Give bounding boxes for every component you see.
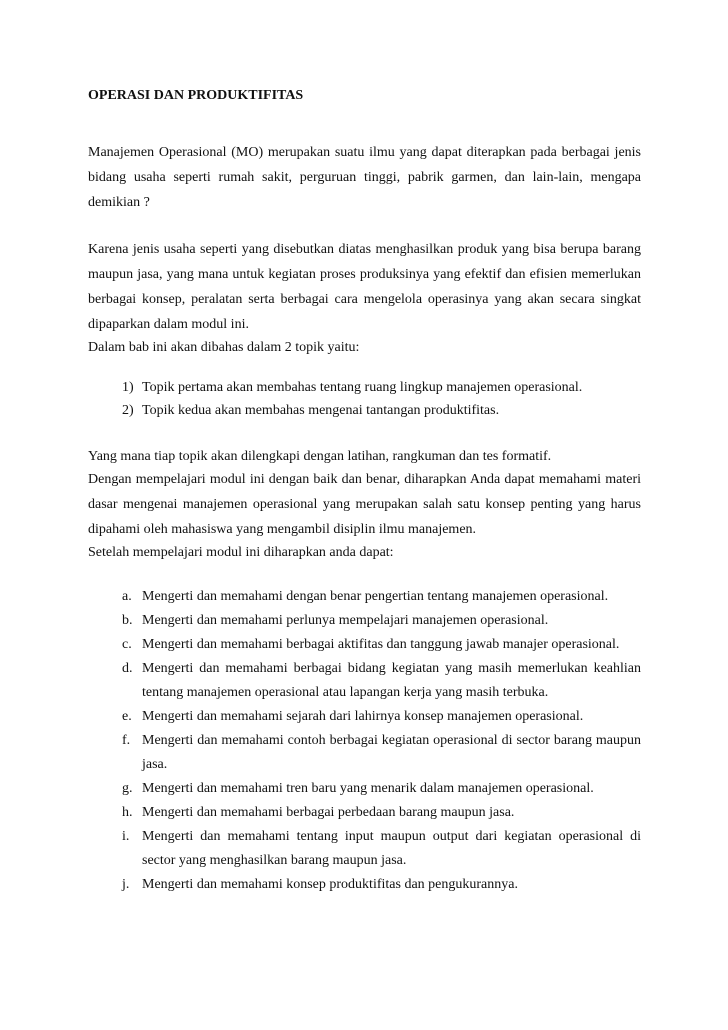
list-marker: b. xyxy=(122,613,133,628)
list-item xyxy=(122,376,641,399)
list-item-text: Mengerti dan memahami berbagai aktifitas dan tanggung jawab manajer operasional. xyxy=(142,637,620,652)
spacer xyxy=(88,422,641,446)
document-page xyxy=(88,86,641,897)
list-marker: h. xyxy=(122,805,133,820)
spacer xyxy=(88,215,641,237)
list-marker: g. xyxy=(122,781,133,796)
document-title: OPERASI DAN PRODUKTIFITAS xyxy=(88,88,304,103)
list-item xyxy=(122,777,641,801)
list-item-text: Mengerti dan memahami konsep produktifitas dan pengukurannya. xyxy=(142,877,518,892)
list-item xyxy=(122,585,641,609)
list-item xyxy=(122,705,641,729)
list-item-text: Mengerti dan memahami perlunya mempelajari manajemen operasional. xyxy=(142,613,549,628)
list-item xyxy=(122,609,641,633)
paragraph-benefit: Dengan mempelajari modul ini dengan baik dan benar, diharapkan Anda dapat memahami materi dasar mengenai manajemen operasional yang merupakan salah satu konsep penting yang harus dipahami oleh mahasiswa yang mengambil disiplin ilmu manajemen. xyxy=(88,472,641,537)
list-item-text: Topik kedua akan membahas mengenai tantangan produktifitas. xyxy=(142,403,500,418)
exercise-note: Yang mana tiap topik akan dilengkapi dengan latihan, rangkuman dan tes formatif. xyxy=(88,449,552,464)
list-marker: e. xyxy=(122,709,132,724)
list-item xyxy=(122,399,641,422)
topics-list xyxy=(88,376,641,422)
list-marker: c. xyxy=(122,637,132,652)
list-marker: 1) xyxy=(122,380,134,395)
objectives-intro: Setelah mempelajari modul ini diharapkan anda dapat: xyxy=(88,545,394,560)
spacer xyxy=(88,358,641,376)
list-item-text: Mengerti dan memahami berbagai bidang kegiatan yang masih memerlukan keahlian tentang manajemen operasional atau lapangan kerja yang masih terbuka. xyxy=(142,661,641,700)
list-marker: f. xyxy=(122,733,131,748)
spacer xyxy=(88,563,641,585)
list-item-text: Topik pertama akan membahas tentang ruang lingkup manajemen operasional. xyxy=(142,380,583,395)
topics-intro: Dalam bab ini akan dibahas dalam 2 topik yaitu: xyxy=(88,340,360,355)
list-item-text: Mengerti dan memahami berbagai perbedaan barang maupun jasa. xyxy=(142,805,515,820)
list-marker: 2) xyxy=(122,403,134,418)
list-item xyxy=(122,825,641,873)
paragraph-intro: Manajemen Operasional (MO) merupakan suatu ilmu yang dapat diterapkan pada berbagai jenis bidang usaha seperti rumah sakit, perguruan tinggi, pabrik garmen, dan lain-lain, mengapa demikian ? xyxy=(88,145,641,210)
objectives-list xyxy=(88,585,641,897)
paragraph-reason: Karena jenis usaha seperti yang disebutkan diatas menghasilkan produk yang bisa berupa barang maupun jasa, yang mana untuk kegiatan proses produksinya yang efektif dan efisien memerlukan berbagai konsep, peralatan serta berbagai cara mengelola operasinya yang akan secara singkat dipaparkan dalam modul ini. xyxy=(88,242,641,332)
list-marker: j. xyxy=(122,877,130,892)
list-item-text: Mengerti dan memahami dengan benar pengertian tentang manajemen operasional. xyxy=(142,589,609,604)
list-marker: i. xyxy=(122,829,130,844)
list-item-text: Mengerti dan memahami tentang input maupun output dari kegiatan operasional di sector yang menghasilkan barang maupun jasa. xyxy=(142,829,641,868)
list-item xyxy=(122,657,641,705)
list-item xyxy=(122,801,641,825)
list-marker: a. xyxy=(122,589,132,604)
list-item xyxy=(122,633,641,657)
list-marker: d. xyxy=(122,661,133,676)
list-item xyxy=(122,873,641,897)
list-item xyxy=(122,729,641,777)
list-item-text: Mengerti dan memahami contoh berbagai kegiatan operasional di sector barang maupun jasa. xyxy=(142,733,641,772)
list-item-text: Mengerti dan memahami sejarah dari lahirnya konsep manajemen operasional. xyxy=(142,709,584,724)
list-item-text: Mengerti dan memahami tren baru yang menarik dalam manajemen operasional. xyxy=(142,781,594,796)
